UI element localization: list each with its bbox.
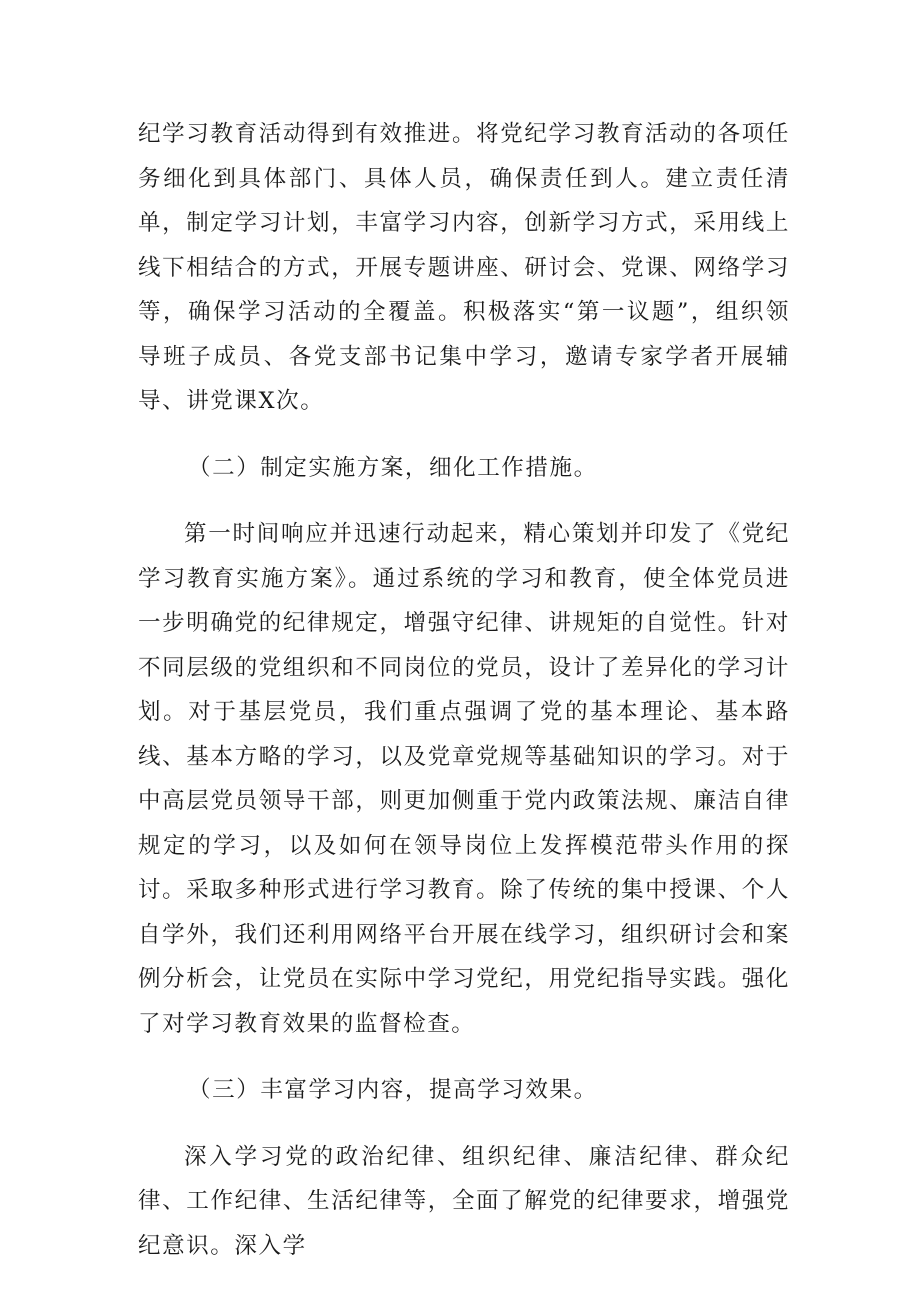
section-heading-2: （二）制定实施方案，细化工作措施。 bbox=[188, 454, 598, 481]
section-heading-3: （三）丰富学习内容，提高学习效果。 bbox=[188, 1077, 598, 1103]
paragraph-1: 纪学习教育活动得到有效推进。将党纪学习教育活动的各项任务细化到具体部门、具体人员，确保责任到人。建立责任清单，制定学习计划，丰富学习内容，创新学习方式，采用线上线下相结合的方式，开展专题讲座、研讨会、党课、网络学习等，确保学习活动的全覆盖。积极落实“第一议题”，组织领导班子成员、各党支部书记集中学习，邀请专家学者开展辅导、讲党课X次。 bbox=[138, 121, 790, 414]
paragraph-3: 深入学习党的政治纪律、组织纪律、廉洁纪律、群众纪律、工作纪律、生活纪律等，全面了解党的纪律要求，增强党纪意识。深入学 bbox=[138, 1143, 790, 1259]
paragraph-2: 第一时间响应并迅速行动起来，精心策划并印发了《党纪学习教育实施方案》。通过系统的学习和教育，使全体党员进一步明确党的纪律规定，增强守纪律、讲规矩的自觉性。针对不同层级的党组织和不同岗位的党员，设计了差异化的学习计划。对于基层党员，我们重点强调了党的基本理论、基本路线、基本方略的学习，以及党章党规等基础知识的学习。对于中高层党员领导干部，则更加侧重于党内政策法规、廉洁自律规定的学习，以及如何在领导岗位上发挥模范带头作用的探讨。采取多种形式进行学习教育。除了传统的集中授课、个人自学外，我们还利用网络平台开展在线学习，组织研讨会和案例分析会，让党员在实际中学习党纪，用党纪指导实践。强化了对学习教育效果的监督检查。 bbox=[138, 521, 790, 1037]
